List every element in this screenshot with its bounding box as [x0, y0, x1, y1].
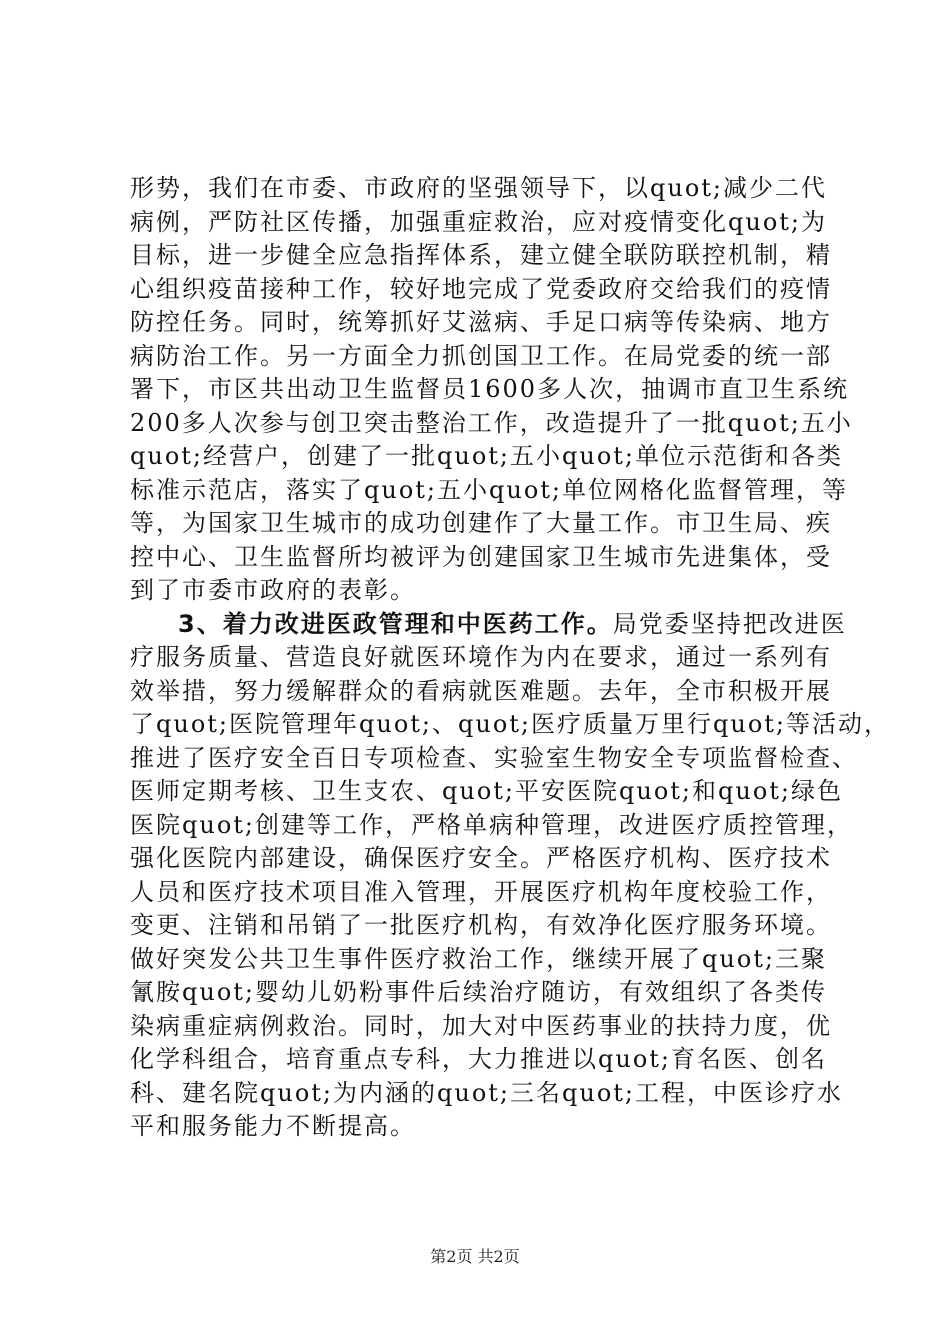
- text-line: 科、建名院quot;为内涵的quot;三名quot;工程，中医诊疗水: [130, 1078, 843, 1107]
- text-line: 人员和医疗技术项目准入管理，开展医疗机构年度校验工作，: [130, 877, 832, 906]
- page-number-footer: 第2页 共2页: [430, 1247, 520, 1266]
- text-line: 标准示范店，落实了quot;五小quot;单位网格化监督管理，等: [130, 475, 848, 504]
- text-line: 化学科组合，培育重点专科，大力推进以quot;育名医、创名: [130, 1045, 827, 1073]
- paragraph-2: [130, 608, 890, 1144]
- text-line: 变更、注销和吊销了一批医疗机构，有效净化医疗服务环境。: [130, 911, 832, 939]
- text-line: quot;经营户，创建了一批quot;五小quot;单位示范街和各类: [130, 442, 843, 470]
- text-line: 医师定期考核、卫生支农、quot;平安医院quot;和quot;绿色: [130, 777, 843, 805]
- document-body: [130, 172, 890, 1144]
- text-line: 心组织疫苗接种工作，较好地完成了党委政府交给我们的疫情: [130, 274, 832, 303]
- text-line: 病防治工作。另一方面全力抓创国卫工作。在局党委的统一部: [130, 341, 832, 370]
- text-line: 平和服务能力不断提高。: [130, 1112, 416, 1140]
- section-heading: 3、着力改进医政管理和中医药工作。: [178, 609, 613, 638]
- text-line: 推进了医疗安全百日专项检查、实验室生物安全专项监督检查、: [130, 743, 858, 772]
- text-line: 效举措，努力缓解群众的看病就医难题。去年，全市积极开展: [130, 676, 832, 705]
- paragraph-2-first-line: [130, 608, 847, 642]
- text-line: 了quot;医院管理年quot;、quot;医疗质量万里行quot;等活动，: [130, 710, 890, 738]
- text-line: 染病重症病例救治。同时，加大对中医药事业的扶持力度，优: [130, 1011, 832, 1040]
- text-line: 氰胺quot;婴幼儿奶粉事件后续治疗随访，有效组织了各类传: [130, 978, 827, 1006]
- text-line: 强化医院内部建设，确保医疗安全。严格医疗机构、医疗技术: [130, 844, 832, 872]
- paragraph-1: [130, 172, 853, 608]
- text-line: 200多人次参与创卫突击整治工作，改造提升了一批quot;五小: [130, 408, 853, 437]
- text-line: 到了市委市政府的表彰。: [130, 576, 416, 604]
- text-line: 形势，我们在市委、市政府的坚强领导下，以quot;减少二代: [130, 174, 827, 202]
- text-line: 控中心、卫生监督所均被评为创建国家卫生城市先进集体，受: [130, 542, 832, 571]
- text-line: 疗服务质量、营造良好就医环境作为内在要求，通过一系列有: [130, 643, 832, 671]
- text-line: 防控任务。同时，统筹抓好艾滋病、手足口病等传染病、地方: [130, 308, 832, 336]
- text-line: 病例，严防社区传播，加强重症救治，应对疫情变化quot;为: [130, 207, 827, 236]
- text-line: 医院quot;创建等工作，严格单病种管理，改进医疗质控管理，: [130, 810, 853, 839]
- text-line: 目标，进一步健全应急指挥体系，建立健全联防联控机制，精: [130, 241, 832, 269]
- text-line: 等，为国家卫生城市的成功创建作了大量工作。市卫生局、疾: [130, 509, 832, 537]
- text-fragment: 局党委坚持把改进医: [612, 609, 847, 638]
- text-line: 做好突发公共卫生事件医疗救治工作，继续开展了quot;三聚: [130, 944, 827, 973]
- text-line: 署下，市区共出动卫生监督员1600多人次，抽调市直卫生系统: [130, 375, 850, 403]
